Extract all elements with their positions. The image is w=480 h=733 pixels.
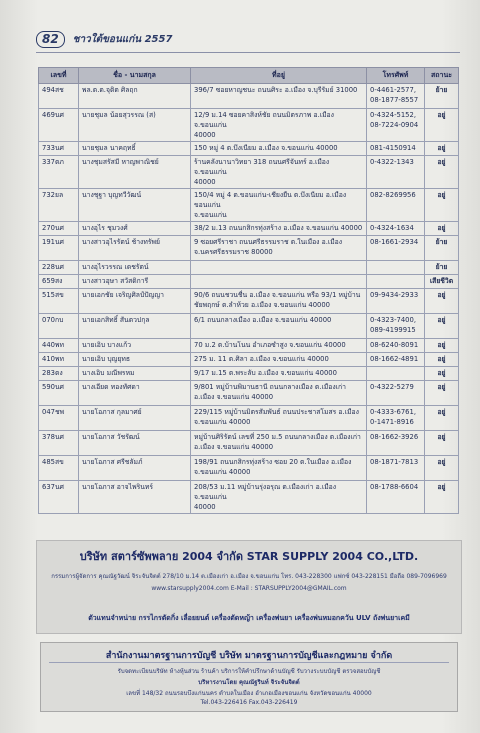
member-status: อยู่ <box>425 481 459 514</box>
member-name: นางเอิบ มณีพรหม <box>79 367 191 381</box>
member-phone <box>367 84 425 109</box>
phone-line: 0-4322-5279 <box>370 383 414 391</box>
address-line: จ.ขอนแก่น 40000 <box>194 468 251 476</box>
phone-line: 08-1871-7813 <box>370 458 419 466</box>
address-line: 70 ม.2 ต.บ้านโนน อำเภอซำสูง จ.ขอนแก่น 40000 <box>194 341 346 349</box>
column-header-phone: โทรศัพท์ <box>367 68 425 84</box>
address-line: 150 หมู่ 4 ต.บึงเนียม อ.เมือง จ.ขอนแก่น 40000 <box>194 144 338 152</box>
member-name: นายโอภาส กุลมาศย์ <box>79 406 191 431</box>
address-line: 40000 <box>194 131 216 139</box>
member-status: อยู่ <box>425 189 459 222</box>
phone-line: 08-1662-4891 <box>370 355 419 363</box>
address-line: 396/7 ซอยหาญชนะ ถนนศิระ อ.เมือง จ.บุรีรัมย์ 31000 <box>194 86 358 94</box>
member-name: นางชุมสรัสมี หาญพาณิชย์ <box>79 156 191 189</box>
phone-line: 08-7224-0904 <box>370 121 419 129</box>
column-header-name: ชื่อ - นามสกุล <box>79 68 191 84</box>
address-line: 90/6 ถนนชวนชื่น อ.เมือง จ.ขอนแก่น หรือ 93/1 หมู่บ้าน <box>194 291 361 299</box>
address-line: 40000 <box>194 503 216 511</box>
address-line: 208/53 ม.11 หมู่บ้านรุ่งอรุณ ต.เมืองเก่า อ.เมือง จ.ขอนแก่น <box>194 483 337 501</box>
member-status: อยู่ <box>425 431 459 456</box>
table-row <box>39 189 459 222</box>
member-phone <box>367 381 425 406</box>
member-address <box>191 456 367 481</box>
member-code: 270นศ <box>39 222 79 236</box>
member-address <box>191 84 367 109</box>
accounting-tel-fax: Tel.043-226416 Fax.043-226419 <box>200 699 298 706</box>
phone-line: 0-4323-7400, <box>370 316 416 324</box>
member-status: อยู่ <box>425 222 459 236</box>
member-phone <box>367 156 425 189</box>
column-header-status: สถานะ <box>425 68 459 84</box>
phone-line: 09-9434-2933 <box>370 291 419 299</box>
member-code: 485สข <box>39 456 79 481</box>
table-row <box>39 261 459 275</box>
member-status: อยู่ <box>425 381 459 406</box>
address-line: 9/801 หมู่บ้านพิมานธานี ถนนกลางเมือง ต.เมืองเก่า <box>194 383 346 391</box>
member-status: อยู่ <box>425 353 459 367</box>
address-line: อ.เมือง จ.ขอนแก่น 40000 <box>194 443 274 451</box>
member-code: 410พท <box>39 353 79 367</box>
address-line: ร้านคลังนานาวิทยา 318 ถนนศรีจันทร์ อ.เมือง จ.ขอนแก่น <box>194 158 330 176</box>
member-status: ย้าย <box>425 84 459 109</box>
accounting-title: สำนักงานมาตรฐานการบัญชี บริษัท มาตรฐานการบัญชีและกฎหมาย จำกัด <box>105 651 393 661</box>
accounting-divider <box>49 662 449 663</box>
table-row <box>39 339 459 353</box>
table-row <box>39 156 459 189</box>
member-address <box>191 156 367 189</box>
member-phone <box>367 481 425 514</box>
member-code: 494สช <box>39 84 79 109</box>
table-row <box>39 406 459 431</box>
member-status: เสียชีวิต <box>425 275 459 289</box>
member-table <box>38 67 459 514</box>
advert-products: ตัวแทนจำหน่าย กรรไกรตัดกิ่ง เลื่อยยนต์ เครื่องตัดหญ้า เครื่องพ่นยา เครื่องพ่นหมอกควัน ULV ถังพ่นยาเคมี <box>88 614 410 622</box>
member-status: อยู่ <box>425 339 459 353</box>
phone-line: 08-1788-6604 <box>370 483 419 491</box>
member-name: นางสาวอุไรรัตน์ ช้างทรัพย์ <box>79 236 191 261</box>
table-row <box>39 84 459 109</box>
member-phone <box>367 261 425 275</box>
table-row <box>39 353 459 367</box>
member-phone <box>367 339 425 353</box>
member-code: 378นศ <box>39 431 79 456</box>
column-header-address: ที่อยู่ <box>191 68 367 84</box>
member-status: อยู่ <box>425 142 459 156</box>
member-phone <box>367 406 425 431</box>
member-code: 337ตภ <box>39 156 79 189</box>
member-address <box>191 289 367 314</box>
member-name: นายเอกชัย เจริญศิลป์ปัญญา <box>79 289 191 314</box>
phone-line: 0-4324-5152, <box>370 111 416 119</box>
member-name: นางสาวอุษา สวัสดิการี <box>79 275 191 289</box>
member-phone <box>367 275 425 289</box>
phone-line: 081-4150914 <box>370 144 416 152</box>
phone-line: 0-4461-2577, <box>370 86 416 94</box>
phone-line: 082-8269956 <box>370 191 416 199</box>
member-phone <box>367 314 425 339</box>
table-row <box>39 142 459 156</box>
address-line: 6/1 ถนนกลางเมือง อ.เมือง จ.ขอนแก่น 40000 <box>194 316 332 324</box>
address-line: 40000 <box>194 178 216 186</box>
member-name: นายโอภาส วัชรัฒน์ <box>79 431 191 456</box>
accounting-address: เลขที่ 148/32 ถนนรอบบึงแก่นนคร ตำบลในเมือง อำเภอเมืองขอนแก่น จังหวัดขอนแก่น 40000 <box>126 690 372 697</box>
member-address <box>191 353 367 367</box>
page-header <box>36 30 456 48</box>
member-status: อยู่ <box>425 156 459 189</box>
member-address <box>191 236 367 261</box>
member-name: นายเอิบ บุญยุทธ <box>79 353 191 367</box>
member-code: 637นศ <box>39 481 79 514</box>
member-phone <box>367 142 425 156</box>
address-line: 9/17 ม.15 ต.พระลับ อ.เมือง จ.ขอนแก่น 40000 <box>194 369 337 377</box>
table-header-row <box>39 68 459 84</box>
member-code: 070กบ <box>39 314 79 339</box>
member-address <box>191 275 367 289</box>
member-phone <box>367 431 425 456</box>
member-address <box>191 367 367 381</box>
member-code: 191นศ <box>39 236 79 261</box>
member-status: อยู่ <box>425 367 459 381</box>
member-code: 590นศ <box>39 381 79 406</box>
member-code: 515สข <box>39 289 79 314</box>
phone-line: 08-1662-3926 <box>370 433 419 441</box>
member-name: นางอุไรวรรณ เดชรัตน์ <box>79 261 191 275</box>
phone-line: 08-1661-2934 <box>370 238 419 246</box>
address-line: จ.นครศรีธรรมราช 80000 <box>194 248 273 256</box>
phone-line: 089-4199915 <box>370 326 416 334</box>
table-row <box>39 456 459 481</box>
member-phone <box>367 189 425 222</box>
member-name: นายเอกสิทธิ์ สันตวปกุล <box>79 314 191 339</box>
address-line: หมู่บ้านศิริรัตน์ เลขที่ 250 ม.5 ถนนกลางเมือง ต.เมืองเก่า <box>194 433 361 441</box>
member-name: นายชุมล น้อยสุวรรณ (ส) <box>79 109 191 142</box>
address-line: จ.ขอนแก่น <box>194 211 227 219</box>
member-name: นางเอียด ทองทัศดา <box>79 381 191 406</box>
member-phone <box>367 222 425 236</box>
member-phone <box>367 456 425 481</box>
table-row <box>39 481 459 514</box>
member-name: นายโอภาส ศรีชลัมภ์ <box>79 456 191 481</box>
member-phone <box>367 367 425 381</box>
address-line: 38/2 ม.13 ถนนกสิกรทุ่งสร้าง อ.เมือง จ.ขอนแก่น 40000 <box>194 224 363 232</box>
member-address <box>191 481 367 514</box>
member-name: พล.ต.ต.จุติต ศิลฤก <box>79 84 191 109</box>
member-phone <box>367 236 425 261</box>
member-address <box>191 222 367 236</box>
address-line: 9 ซอยศรีราชา ถนนศรีธรรมราช ต.ในเมือง อ.เมือง <box>194 238 343 246</box>
member-name: นางชุฐา บุญทวีวัฒน์ <box>79 189 191 222</box>
advert-title: บริษัท สตาร์ซัพพลาย 2004 จำกัด STAR SUPPLY 2004 CO.,LTD. <box>79 550 419 563</box>
member-name: นายชุมล นาคฤทธิ์ <box>79 142 191 156</box>
member-status: อยู่ <box>425 109 459 142</box>
member-status: ย้าย <box>425 261 459 275</box>
phone-line: 08-6240-8091 <box>370 341 419 349</box>
phone-line: 0-4333-6761, <box>370 408 416 416</box>
member-address <box>191 339 367 353</box>
member-status: อยู่ <box>425 314 459 339</box>
star-supply-advert <box>36 540 462 634</box>
header-divider <box>36 52 460 53</box>
advert-web-email: www.starsupply2004.com E-Mail : STARSUPPLY2004@GMAIL.com <box>151 585 347 592</box>
address-line: 150/4 หมู่ 4 ต.ขอนแก่น-เชียงยืน ต.บึงเนียม อ.เมืองขอนแก่น <box>194 191 347 209</box>
book-title: ชาวใต้ขอนแก่น 2557 <box>72 33 173 45</box>
address-line: 12/9 ม.14 ซอยคาสิงห์ชัย ถนนมิตรภาพ อ.เมือง จ.ขอนแก่น <box>194 111 334 129</box>
member-address <box>191 189 367 222</box>
member-name: นายโอภาส อาจไพรินทร์ <box>79 481 191 514</box>
member-phone <box>367 289 425 314</box>
address-line: 198/91 ถนนกสิกรทุ่งสร้าง ซอย 20 ต.ในเมือง อ.เมือง <box>194 458 352 466</box>
member-phone <box>367 353 425 367</box>
member-status: อยู่ <box>425 456 459 481</box>
table-row <box>39 431 459 456</box>
table-body <box>39 84 459 514</box>
member-address <box>191 406 367 431</box>
member-code: 047ชพ <box>39 406 79 431</box>
member-code: 733นศ <box>39 142 79 156</box>
table-row <box>39 236 459 261</box>
address-line: จ.ขอนแก่น 40000 <box>194 418 251 426</box>
table-row <box>39 275 459 289</box>
member-code: 228นศ <box>39 261 79 275</box>
member-code: 732ยล <box>39 189 79 222</box>
table-row <box>39 314 459 339</box>
accounting-services: รับจดทะเบียนบริษัท ห้างหุ้นส่วน ร้านค้า บริการให้คำปรึกษาด้านบัญชี รับวางระบบบัญชี ตรวจสอบบัญชี <box>117 668 381 675</box>
phone-line: 0-4324-1634 <box>370 224 414 232</box>
page-number: 82 <box>36 31 65 48</box>
member-code: 283ตง <box>39 367 79 381</box>
member-status: ย้าย <box>425 236 459 261</box>
member-code: 659สง <box>39 275 79 289</box>
phone-line: 0-1471-8916 <box>370 418 414 426</box>
member-address <box>191 381 367 406</box>
member-address <box>191 261 367 275</box>
table-row <box>39 289 459 314</box>
member-address <box>191 109 367 142</box>
table-row <box>39 367 459 381</box>
phone-line: 0-4322-1343 <box>370 158 414 166</box>
address-line: 229/115 หมู่บ้านมิตรสัมพันธ์ ถนนประชาสโมสร อ.เมือง <box>194 408 359 416</box>
table-row <box>39 381 459 406</box>
table-row <box>39 222 459 236</box>
column-header-code: เลขที่ <box>39 68 79 84</box>
address-line: อ.เมือง จ.ขอนแก่น 40000 <box>194 393 274 401</box>
member-status: อยู่ <box>425 289 459 314</box>
member-address <box>191 142 367 156</box>
phone-line: 08-1877-8557 <box>370 96 419 104</box>
accounting-manager: บริหารงานโดย คุณณัฐรินท์ จิระจันจิตต์ <box>198 679 300 686</box>
member-address <box>191 431 367 456</box>
member-address <box>191 314 367 339</box>
member-name: นางอุไร ชุมวงศ์ <box>79 222 191 236</box>
address-line: ชัยพฤกษ์ ต.ลำห้วย อ.เมือง จ.ขอนแก่น 40000 <box>194 301 330 309</box>
member-phone <box>367 109 425 142</box>
member-code: 469นศ <box>39 109 79 142</box>
table-row <box>39 109 459 142</box>
address-line: 275 ม. 11 ต.ศิลา อ.เมือง จ.ขอนแก่น 40000 <box>194 355 329 363</box>
member-code: 440พท <box>39 339 79 353</box>
accounting-office-advert <box>40 642 458 712</box>
member-name: นายเอิบ บางแก้ว <box>79 339 191 353</box>
member-status: อยู่ <box>425 406 459 431</box>
advert-contact-line: กรรมการผู้จัดการ คุณณัฐวัฒน์ จิระจันจิตต์ 278/10 ม.14 ต.เมืองเก่า อ.เมือง จ.ขอนแก่น โทร. 043-228300 แฟกซ์ 043-228151 มือถือ 089-7096969 <box>51 573 447 580</box>
